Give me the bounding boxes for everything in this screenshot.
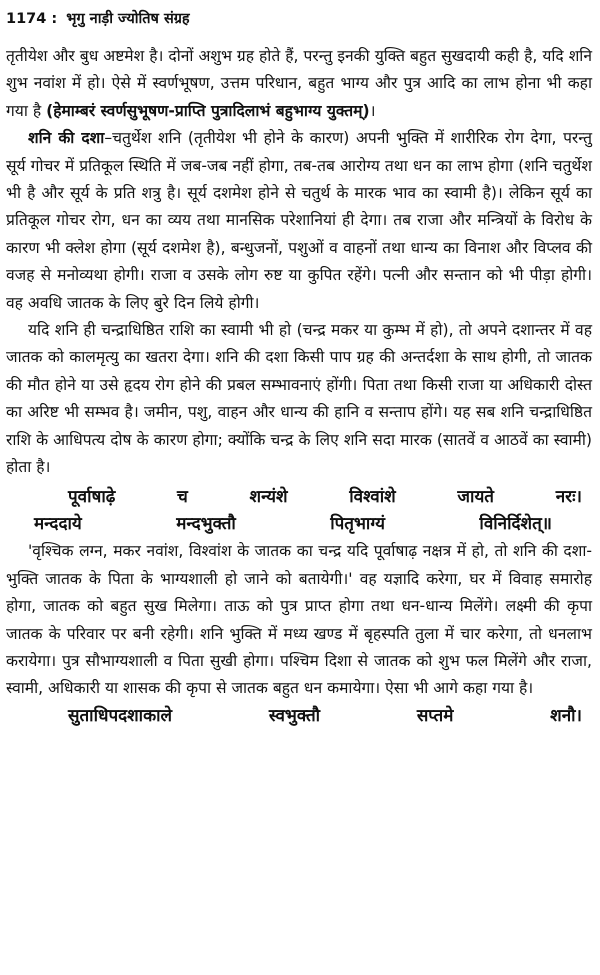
paragraph-2 (6, 125, 592, 317)
paragraph-text: यदि शनि ही चन्द्राधिष्ठित राशि का स्वामी भी हो (चन्द्र मकर या कुम्भ में हो), तो अपने दशान्तर में वह जातक को कालमृत्यु का खतरा देगा। शनि की दशा किसी पाप ग्रह की अन्तर्दशा के साथ होगी, तो जातक की मौत होने या उसे हृदय रोग होने की प्रबल सम्भावनाएं होंगी। पिता तथा किसी राजा या अधिकारी दोस्त का अरिष्ट भी सम्भव है। जमीन, पशु, वाहन और धान्य की हानि व सन्ताप होंगे। यह सब शनि चन्द्राधिष्ठित राशि के आधिपत्य दोष के कारण होगा; क्योंकि चन्द्र के लिए शनि सदा मारक (सातवें व आठवें का स्वामी) होता है। (6, 321, 592, 477)
paragraph-1 (6, 43, 592, 125)
verse-word: स्वभुक्तौ (268, 705, 321, 726)
page-number: 1174 : (6, 11, 58, 27)
book-title: भृगु नाड़ी ज्योतिष संग्रह (66, 11, 190, 27)
verse-word: विश्वांशे (349, 486, 396, 507)
sanskrit-quote: (हेमाम्बरं स्वर्णसुभूषण-प्राप्ति पुत्रादिलाभं बहुभाग्य युक्तम्) (46, 101, 370, 120)
verse-2-line-1 (6, 703, 592, 730)
verse-1-line-2 (6, 511, 592, 538)
page-body (6, 43, 592, 730)
paragraph-text: 'वृश्चिक लग्न, मकर नवांश, विश्वांश के जातक का चन्द्र यदि पूर्वाषाढ़ नक्षत्र में हो, तो शनि की दशा-भुक्ति जातक के पिता के भाग्यशाली हो जाने को बतायेगी।' वह यज्ञादि करेगा, घर में विवाह समारोह होगा, जातक को बहुत सुख मिलेगा। ताऊ को पुत्र प्राप्त होगा तथा धन-धान्य मिलेंगे। लक्ष्मी की कृपा जातक के परिवार पर बनी रहेगी। शनि भुक्ति में मध्य खण्ड में बृहस्पति तुला में चार करेगा, तो धनलाभ करायेगा। पुत्र सौभाग्यशाली व पिता सुखी होगा। पश्चिम दिशा से जातक को शुभ फल मिलेंगे और राजा, स्वामी, अधिकारी या शासक की कृपा से जातक बहुत धन कमायेगा। ऐसा भी आगे कहा गया है। (6, 542, 592, 698)
verse-word: शनौ। (550, 705, 582, 726)
verse-word: सुताधिपदशाकाले (68, 705, 173, 726)
verse-word: पितृभाग्यं (330, 513, 385, 534)
verse-word: जायते (457, 486, 494, 507)
paragraph-text: –चतुर्थेश शनि (तृतीयेश भी होने के कारण) अपनी भुक्ति में शारीरिक रोग देगा, परन्तु सूर्य गोचर में प्रतिकूल स्थिति में जब-जब नहीं होगा, तब-तब आरोग्य तथा धन का लाभ होगा (शनि चतुर्थेश भी है और सूर्य के प्रति शत्रु है। सूर्य दशमेश होने से चतुर्थ के मारक भाव का स्वामी है)। लेकिन सूर्य का प्रतिकूल गोचर रोग, धन का व्यय तथा मानसिक परेशानियां ही देगा। तब राजा और मन्त्रियों के विरोध के कारण भी क्लेश होगा (सूर्य दशमेश है), बन्धुजनों, पशुओं व वाहनों तथा धान्य का विनाश और विप्लव की वजह से मनोव्यथा होगी। राजा व उसके लोग रुष्ट या कुपित रहेंगे। पत्नी और सन्तान को भी पीड़ा होगी। वह अवधि जातक के लिए बुरे दिन लिये होगी। (6, 129, 592, 312)
page-header (6, 10, 190, 28)
verse-1-line-1 (6, 484, 592, 511)
verse-word: पूर्वाषाढ़े (68, 486, 116, 507)
verse-word: मन्दभुक्तौ (176, 513, 236, 534)
verse-word: च (177, 486, 188, 507)
paragraph-4 (6, 538, 592, 702)
verse-word: मन्ददाये (34, 513, 82, 534)
verse-word: नरः। (555, 486, 582, 507)
verse-word: विनिर्दिशेत्॥ (479, 513, 552, 534)
verse-word: शन्यंशे (249, 486, 288, 507)
section-lead: शनि की दशा (28, 129, 105, 148)
verse-word: सप्तमे (416, 705, 454, 726)
paragraph-text: तृतीयेश और बुध अष्टमेश है। दोनों अशुभ ग्रह होते हैं, परन्तु इनकी युक्ति बहुत सुखदायी कही है, यदि शनि शुभ नवांश में हो। ऐसे में स्वर्णभूषण, उत्तम परिधान, बहुत भाग्य और पुत्र आदि का लाभ होना भी कहा गया है (6, 47, 592, 120)
paragraph-3 (6, 317, 592, 481)
paragraph-end: । (369, 101, 376, 120)
